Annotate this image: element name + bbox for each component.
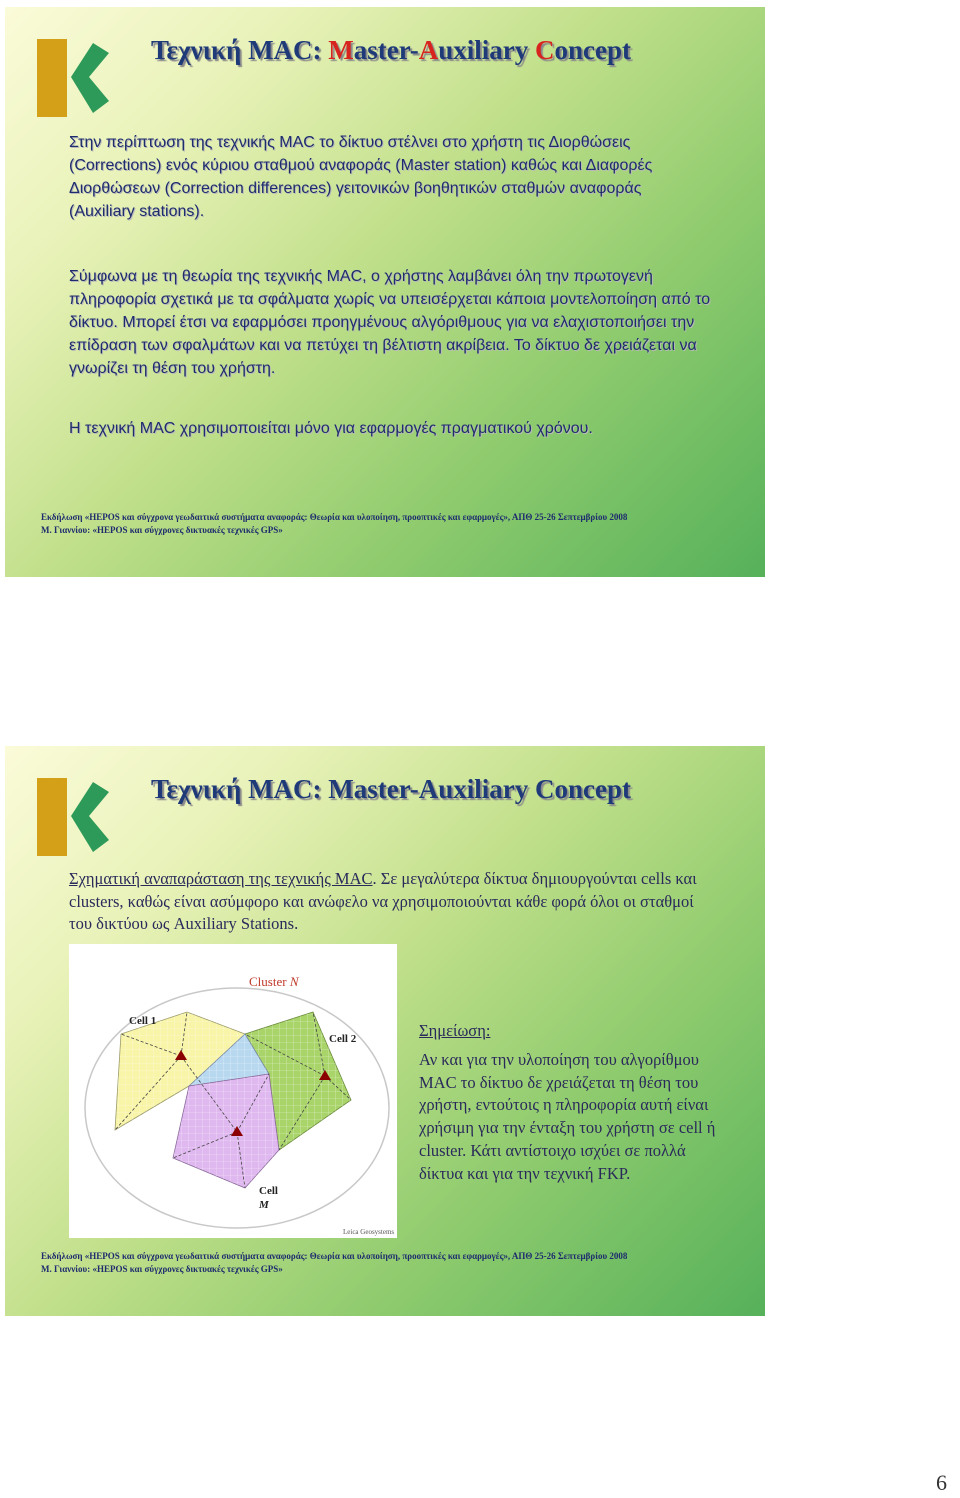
cluster-diagram-svg <box>69 944 397 1238</box>
title-letter-a: A <box>418 35 439 65</box>
paragraph-corrections: Στην περίπτωση της τεχνικής MAC το δίκτυο στέλνει στο χρήστη τις Διορθώσεις (Corrections) ενός κύριου σταθμού αναφοράς (Master station) καθώς και Διαφορές Διορθώσεων (Correction differences) γειτονικών βοηθητικών σταθμών αναφοράς (Auxiliary stations). <box>69 134 653 220</box>
cell-1-label: Cell 1 <box>129 1015 157 1027</box>
cell-m-var: M <box>259 1199 269 1211</box>
slide-title: Τεχνική MAC: Master-Auxiliary Concept <box>151 774 631 804</box>
title-letter-m: M <box>328 35 354 65</box>
note-heading: Σημείωση: <box>419 1021 491 1040</box>
cell-m-label: Cell <box>259 1185 278 1197</box>
logo-icon <box>37 778 111 856</box>
footer-event: Εκδήλωση «HEPOS και σύγχρονα γεωδαιτικά συστήματα αναφοράς: Θεωρία και υλοποίηση, προοπτικές και εφαρμογές», ΑΠΘ 25-26 Σεπτεμβρίου 2008 <box>41 512 628 522</box>
logo-icon <box>37 39 111 117</box>
footer-event: Εκδήλωση «HEPOS και σύγχρονα γεωδαιτικά συστήματα αναφοράς: Θεωρία και υλοποίηση, προοπτικές και εφαρμογές», ΑΠΘ 25-26 Σεπτεμβρίου 2008 <box>41 1251 628 1261</box>
slide-title <box>151 35 631 66</box>
title-oncept: oncept <box>554 35 632 65</box>
page-number: 6 <box>936 1470 947 1495</box>
title-aster: aster- <box>353 35 419 65</box>
title-uxiliary: uxiliary <box>438 35 536 65</box>
mac-cluster-diagram <box>69 944 397 1238</box>
title-letter-c: C <box>535 35 555 65</box>
paragraph-realtime: Η τεχνική MAC χρησιμοποιείται μόνο για εφαρμογές πραγματικού χρόνου. <box>69 420 593 437</box>
body-text: . Σε μεγαλύτερα δίκτυα δημιουργούνται cells και clusters, καθώς είναι ασύμφορο και ανώφελο να χρησιμοποιούνται κάθε φορά όλοι οι σταθμοί του δικτύου ως Auxiliary Stations. <box>69 869 697 933</box>
slide-1 <box>5 7 765 577</box>
cluster-label: Cluster N <box>249 974 299 989</box>
paragraph-theory: Σύμφωνα με τη θεωρία της τεχνικής MAC, ο χρήστης λαμβάνει όλη την πρωτογενή πληροφορία σχετικά με τα σφάλματα χωρίς να υπεισέρχεται κάποια μοντελοποίηση από το δίκτυο. Μπορεί έτσι να εφαρμόσει προηγμένους αλγόριθμους για να ελαχιστοποιήσει την επίδραση των σφαλμάτων και να πετύχει τη βέλτιστη ακρίβεια. Το δίκτυο δε χρειάζεται να γνωρίζει τη θέση του χρήστη. <box>69 268 711 377</box>
slide-footer <box>41 1250 627 1276</box>
footer-author: Μ. Γιαννίου: «HEPOS και σύγχρονες δικτυακές τεχνικές GPS» <box>41 525 283 535</box>
title-prefix: Τεχνική MAC: <box>151 35 329 65</box>
note-block <box>419 1020 719 1186</box>
slide-body <box>69 868 709 936</box>
slide-2 <box>5 746 765 1316</box>
cell-2-label: Cell 2 <box>329 1033 357 1045</box>
slide-footer <box>41 511 627 537</box>
body-underlined: Σχηματική αναπαράσταση της τεχνικής MAC <box>69 869 373 888</box>
diagram-credit: Leica Geosystems <box>343 1228 395 1236</box>
footer-author: Μ. Γιαννίου: «HEPOS και σύγχρονες δικτυακές τεχνικές GPS» <box>41 1264 283 1274</box>
note-text: Αν και για την υλοποίηση του αλγορίθμου MAC το δίκτυο δε χρειάζεται τη θέση του χρήστη, εντούτοις η πληροφορία αυτή είναι χρήσιμη για την ένταξη του χρήστη σε cell ή cluster. Κάτι αντίστοιχο ισχύει σε πολλά δίκτυα και για την τεχνική FKP. <box>419 1049 716 1183</box>
